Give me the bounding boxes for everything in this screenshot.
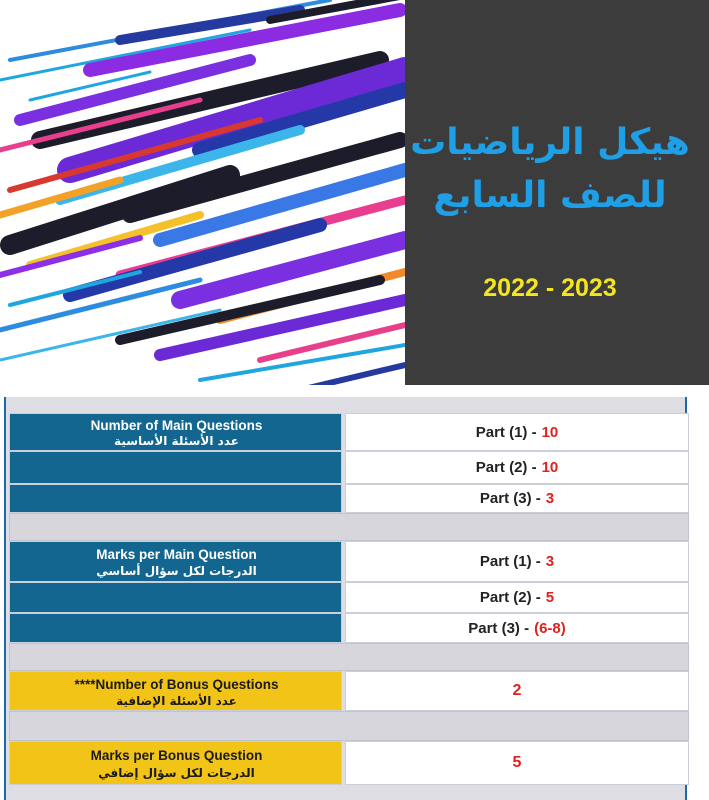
separator-row — [9, 711, 689, 741]
bonus-marks-label-ar: الدرجات لكل سؤال إضافي — [98, 766, 255, 780]
value-cell — [345, 484, 689, 513]
bonus-marks-label-en: Marks per Bonus Question — [90, 748, 263, 763]
table-row — [9, 484, 689, 513]
blank-label-cell — [9, 484, 342, 513]
bonus-count-label-en: ****Number of Bonus Questions — [74, 677, 279, 692]
title-line-1: هيكل الرياضيات — [410, 122, 690, 163]
part-label: Part (1) - — [479, 553, 541, 570]
part-value: 10 — [541, 459, 559, 476]
part-label: Part (1) - — [475, 423, 537, 441]
marks-main-label-cell — [9, 541, 342, 582]
part-value: 3 — [545, 553, 555, 570]
part-label: Part (2) - — [479, 589, 541, 606]
table-row — [9, 671, 689, 711]
value-cell — [345, 451, 689, 484]
separator-row — [9, 513, 689, 541]
title-panel — [405, 0, 709, 385]
banner — [0, 0, 709, 385]
table-row — [9, 451, 689, 484]
part-label: Part (3) - — [479, 490, 541, 507]
bonus-count-label-cell — [9, 671, 342, 711]
marks-main-label-en: Marks per Main Question — [96, 547, 257, 562]
blank-label-cell — [9, 613, 342, 643]
bonus-marks-label-cell — [9, 741, 342, 785]
table-row — [9, 582, 689, 613]
part-label: Part (2) - — [475, 459, 537, 476]
value-cell — [345, 582, 689, 613]
value-cell — [345, 541, 689, 582]
table-row — [9, 613, 689, 643]
bonus-count-label-ar: عدد الأسئلة الإضافية — [116, 694, 237, 708]
table-row — [9, 541, 689, 582]
part-value: 3 — [545, 490, 555, 507]
value-cell — [345, 671, 689, 711]
part-value: (6-8) — [534, 619, 566, 637]
separator-row — [9, 643, 689, 671]
value-cell — [345, 413, 689, 451]
blank-label-cell — [9, 582, 342, 613]
main-questions-label-cell — [9, 413, 342, 451]
table-row — [9, 413, 689, 451]
table-row — [9, 741, 689, 785]
main-questions-label-en: Number of Main Questions — [90, 418, 263, 433]
part-value: 5 — [545, 589, 555, 606]
blank-label-cell — [9, 451, 342, 484]
stripes-graphic — [0, 0, 405, 385]
bonus-marks-value: 5 — [512, 754, 522, 771]
value-cell — [345, 613, 689, 643]
title-line-2: للصف السابع — [433, 175, 667, 216]
part-value: 10 — [541, 423, 559, 441]
main-questions-label-ar: عدد الأسئلة الأساسية — [114, 434, 239, 448]
bonus-count-value: 2 — [512, 682, 522, 699]
value-cell — [345, 741, 689, 785]
academic-year: 2022 - 2023 — [483, 274, 617, 302]
exam-structure-table — [0, 385, 709, 800]
part-label: Part (3) - — [468, 619, 530, 637]
marks-main-label-ar: الدرجات لكل سؤال أساسي — [96, 564, 257, 578]
abstract-stripes-artwork — [0, 0, 405, 385]
